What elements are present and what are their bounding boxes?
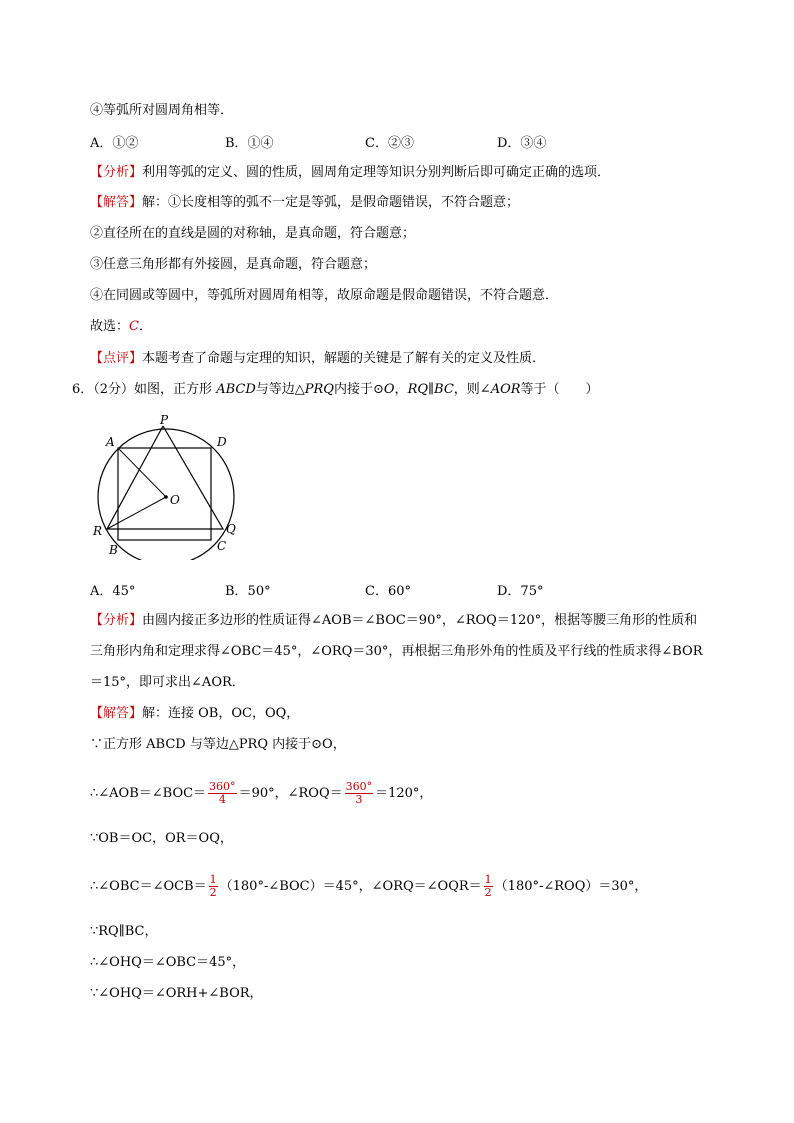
q6-analysis-line-2: 三角形内角和定理求得∠OBC＝45°，∠ORQ＝30°，再根据三角形外角的性质及平行线的性质求得∠BOR [90,644,703,659]
q6-option-b: B．50° [225,584,271,599]
q5-option-a: A．①② [90,136,139,151]
label-r: R [93,524,103,538]
center-point [164,495,168,499]
choose-value: C [129,319,139,334]
label-b: B [109,543,118,557]
q6-rq: RQ [407,382,429,397]
q6-analysis-line-1 [90,612,697,630]
q6-parallel: ∥ [428,382,435,397]
frac4-num: 1 [484,873,492,886]
label-o: O [170,493,180,507]
q6-step-6: ∴∠OHQ＝∠OBC＝45°， [90,955,246,970]
q6-analysis-line-3: ＝15°，即可求出∠AOR． [90,675,245,690]
q6-text-4: ，则∠ [453,382,491,397]
q6-step-1: ∵正方形 ABCD 与等边△PRQ 内接于⊙O， [90,737,346,752]
analysis-tag: 【分析】 [90,165,143,180]
label-a: A [106,435,115,449]
step4-c: （180°-∠ROQ）＝30°， [494,879,648,894]
q6-text-3: ， [394,382,408,397]
frac1-num: 360° [209,780,236,793]
q6-aor: AOR [490,382,521,397]
hidden-helper [163,426,166,497]
frac2-num: 360° [345,780,373,793]
q6-step-3: ∵OB＝OC，OR＝OQ， [90,831,233,846]
q6-circle-name: O [383,382,395,397]
step2-c: ＝120°， [375,786,433,801]
q6-answer-intro [90,705,299,723]
q5-choose [90,318,152,336]
q6-question [72,381,599,399]
answer-intro-text: 解：连接 OB，OC，OQ， [142,706,300,721]
q5-option-b: B．①④ [225,136,274,151]
q6-score-intro: （2分）如图，正方形 [93,382,213,397]
q6-text-1: 与等边△ [255,382,305,397]
analysis-text: 利用等弧的定义、圆的性质，圆周角定理等知识分别判断后即可确定正确的选项． [142,165,611,180]
answer-text: 解：①长度相等的弧不一定是等弧，是假命题错误，不符合题意； [142,195,520,210]
q5-answer-line-3: ③任意三角形都有外接圆，是真命题，符合题意； [90,257,377,272]
frac-360-4 [208,781,237,806]
q5-option-d: D．③④ [497,136,547,151]
q5-option-c: C．②③ [365,136,414,151]
frac4-den: 2 [484,886,492,899]
frac2-den: 3 [355,793,363,806]
answer-tag: 【解答】 [90,195,143,210]
q6-text-2: 内接于⊙ [333,382,384,397]
q5-comment [90,350,545,368]
segment-ao [118,448,166,497]
q6-step-4 [90,873,647,901]
step2-b: ＝90°，∠ROQ＝ [238,786,343,801]
q6-step-7: ∵∠OHQ＝∠ORH+∠BOR， [90,986,263,1001]
q6-option-a: A．45° [90,584,136,599]
q5-answer-line-2: ②直径所在的直线是圆的对称轴，是真命题，符合题意； [90,226,416,241]
frac-1-2-a [209,874,218,899]
frac3-den: 2 [209,886,217,899]
q5-analysis [90,164,610,182]
q6-option-d: D．75° [497,584,544,599]
q6-tail: 等于（ ） [520,382,599,397]
frac3-num: 1 [209,873,217,886]
q6-number: 6． [72,382,94,397]
analysis-tag: 【分析】 [90,613,143,628]
label-c: C [217,539,227,553]
step2-a: ∴∠AOB＝∠BOC＝ [90,786,207,801]
comment-text: 本题考查了命题与定理的知识，解题的关键是了解有关的定义及性质． [142,351,546,366]
q6-step-2 [90,780,432,808]
frac-1-2-b [484,874,493,899]
comment-tag: 【点评】 [90,351,143,366]
frac1-den: 4 [218,793,226,806]
q5-answer-line-4: ④在同圆或等圆中，等弧所对圆周角相等，故原命题是假命题错误，不符合题意． [90,288,559,303]
q6-option-c: C．60° [365,584,411,599]
step4-b: （180°-∠BOC）＝45°，∠ORQ＝∠OQR＝ [219,879,482,894]
choose-prefix: 故选： [90,319,130,334]
answer-tag: 【解答】 [90,706,143,721]
label-q: Q [226,522,236,536]
choose-suffix: ． [138,319,152,334]
frac-360-3 [345,781,374,806]
label-d: D [217,435,227,449]
label-p: P [160,413,169,427]
q6-figure [88,410,248,560]
q6-step-5: ∵RQ∥BC， [90,924,158,939]
q6-triangle-name: PRQ [304,382,334,397]
step4-a: ∴∠OBC＝∠OCB＝ [90,879,207,894]
q5-answer-line-1 [90,194,519,212]
analysis-text: 由圆内接正多边形的性质证得∠AOB＝∠BOC＝90°，∠ROQ＝120°，根据等腰三角形的性质和 [142,613,698,628]
q6-bc: BC [434,382,454,397]
q6-square-name: ABCD [216,382,256,397]
q5-statement-4: ④等弧所对圆周角相等． [90,103,234,118]
